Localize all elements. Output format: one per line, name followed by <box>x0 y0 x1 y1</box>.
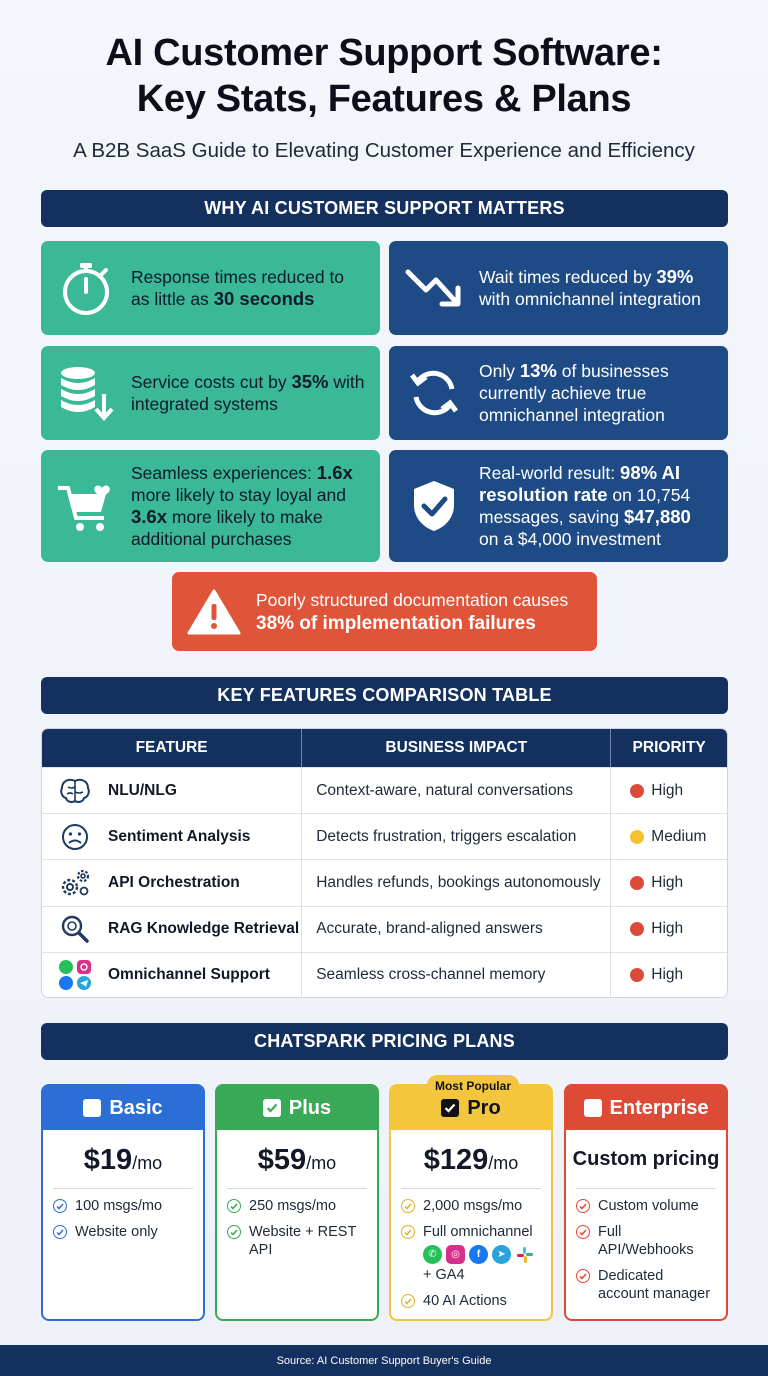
implementation-warning: Poorly structured documentation causes 38% of implementation failures <box>172 572 597 651</box>
shield-check-icon <box>389 478 479 534</box>
plan-feature: Website only <box>43 1223 203 1241</box>
plan-header: Pro <box>391 1086 551 1130</box>
priority-high-dot <box>630 922 644 936</box>
checked-box-icon <box>441 1099 459 1117</box>
table-row: Omnichannel Support Seamless cross-channel memory High <box>42 952 727 998</box>
check-circle-icon <box>576 1269 590 1283</box>
brain-icon <box>42 777 108 805</box>
priority-high-dot <box>630 968 644 982</box>
plan-card-basic <box>41 1084 205 1321</box>
search-magnifier-icon <box>42 914 108 944</box>
plan-card-plus <box>215 1084 379 1321</box>
stat-card-omnichannel: Only 13% of businesses currently achieve true omnichannel integration <box>389 346 728 440</box>
column-header-impact: BUSINESS IMPACT <box>302 729 611 767</box>
channels-icon <box>42 959 108 991</box>
check-circle-icon <box>53 1225 67 1239</box>
channel-icons <box>391 1245 551 1264</box>
features-banner: KEY FEATURES COMPARISON TABLE <box>41 677 728 714</box>
plan-card-pro <box>389 1078 553 1321</box>
plan-price: Custom pricing <box>572 1148 720 1170</box>
stat-card-loyalty: Seamless experiences: 1.6x more likely to stay loyal and 3.6x more likely to make additional purchases <box>41 450 380 562</box>
plan-feature: Dedicated account manager <box>566 1267 726 1303</box>
plan-feature: Full API/Webhooks <box>566 1223 726 1259</box>
table-row: NLU/NLG Context-aware, natural conversations High <box>42 767 727 813</box>
sync-icon <box>389 367 479 419</box>
plan-header: Plus <box>217 1086 377 1130</box>
checked-box-icon <box>263 1099 281 1117</box>
table-row: Sentiment Analysis Detects frustration, triggers escalation Medium <box>42 813 727 859</box>
table-row: RAG Knowledge Retrieval Accurate, brand-aligned answers High <box>42 906 727 952</box>
column-header-priority: PRIORITY <box>632 739 706 756</box>
plan-price: $129 /mo <box>423 1144 519 1176</box>
warning-icon <box>172 588 256 636</box>
table-header <box>42 729 727 767</box>
check-circle-icon <box>401 1294 415 1308</box>
check-circle-icon <box>401 1225 415 1239</box>
check-circle-icon <box>576 1225 590 1239</box>
stat-card-service-costs: Service costs cut by 35% with integrated systems <box>41 346 380 440</box>
table-row: API Orchestration Handles refunds, bookings autonomously High <box>42 859 727 905</box>
priority-medium-dot <box>630 830 644 844</box>
checkbox-icon <box>584 1099 602 1117</box>
title-line-2: Key Stats, Features & Plans <box>136 78 632 120</box>
slack-icon <box>515 1245 534 1264</box>
check-circle-icon <box>227 1225 241 1239</box>
checkbox-icon <box>83 1099 101 1117</box>
column-header-feature: FEATURE <box>42 729 302 767</box>
plan-feature: 40 AI Actions <box>391 1292 551 1310</box>
priority-high-dot <box>630 784 644 798</box>
plan-header: Enterprise <box>566 1086 726 1130</box>
plan-header: Basic <box>43 1086 203 1130</box>
plan-price: $19 /mo <box>83 1144 163 1176</box>
plan-feature: 2,000 msgs/mo <box>391 1197 551 1215</box>
priority-high-dot <box>630 876 644 890</box>
coins-down-icon <box>41 364 131 422</box>
plan-feature: Full omnichannel <box>391 1223 551 1241</box>
most-popular-badge: Most Popular <box>427 1075 519 1096</box>
plan-price: $59 /mo <box>257 1144 337 1176</box>
check-circle-icon <box>53 1199 67 1213</box>
check-circle-icon <box>576 1199 590 1213</box>
title-line-1: AI Customer Support Software: <box>105 32 663 74</box>
why-banner: WHY AI CUSTOMER SUPPORT MATTERS <box>41 190 728 227</box>
plan-feature: Website + REST API <box>217 1223 377 1259</box>
frown-face-icon <box>42 823 108 851</box>
page-title <box>0 30 768 122</box>
telegram-icon: ➤ <box>492 1245 511 1264</box>
stat-card-response: Response times reduced to as little as 30 seconds <box>41 241 380 335</box>
whatsapp-icon: ✆ <box>423 1245 442 1264</box>
stat-card-real-world: Real-world result: 98% AI resolution rate on 10,754 messages, saving $47,880 on a $4,000 investment <box>389 450 728 562</box>
stopwatch-icon <box>41 260 131 316</box>
plan-feature: 250 msgs/mo <box>217 1197 377 1215</box>
cart-heart-icon <box>41 478 131 534</box>
check-circle-icon <box>401 1199 415 1213</box>
page-subtitle: A B2B SaaS Guide to Elevating Customer Experience and Efficiency <box>73 139 695 162</box>
plan-feature: 100 msgs/mo <box>43 1197 203 1215</box>
trend-down-icon <box>389 266 479 310</box>
facebook-icon: f <box>469 1245 488 1264</box>
features-table <box>41 728 728 998</box>
instagram-icon: ◎ <box>446 1245 465 1264</box>
stat-card-wait-times: Wait times reduced by 39% with omnichannel integration <box>389 241 728 335</box>
gears-icon <box>42 868 108 898</box>
footer-source: Source: AI Customer Support Buyer's Guide <box>0 1345 768 1376</box>
plan-feature: + GA4 <box>423 1267 465 1283</box>
plan-feature: Custom volume <box>566 1197 726 1215</box>
pricing-banner: CHATSPARK PRICING PLANS <box>41 1023 728 1060</box>
plan-card-enterprise <box>564 1084 728 1321</box>
check-circle-icon <box>227 1199 241 1213</box>
